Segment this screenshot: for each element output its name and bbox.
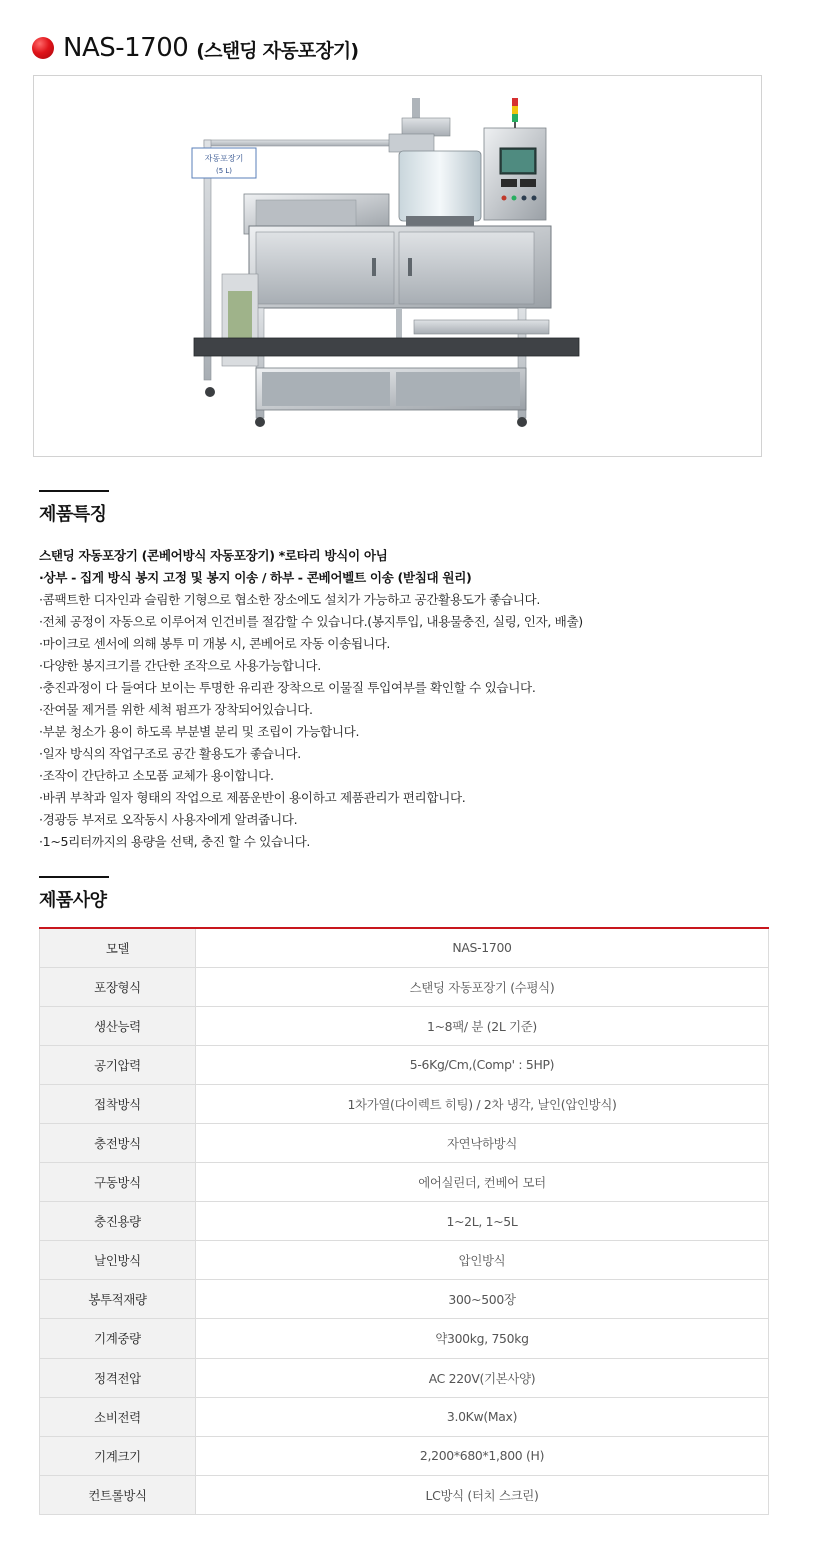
table-row <box>40 1006 769 1045</box>
spec-label: 구동방식 <box>40 1163 196 1202</box>
spec-label: 접착방식 <box>40 1084 196 1123</box>
machine-label-line2: (5 L) <box>215 167 233 175</box>
spec-label: 모델 <box>40 928 196 967</box>
spec-label: 봉투적재량 <box>40 1280 196 1319</box>
spec-value: 5-6Kg/Cm,(Comp' : 5HP) <box>196 1045 769 1084</box>
spec-value: 스탠딩 자동포장기 (수평식) <box>196 967 769 1006</box>
table-row <box>40 1319 769 1358</box>
machine-label-line1: 자동포장기 <box>204 154 244 163</box>
product-title <box>32 30 358 66</box>
section-divider <box>39 490 109 492</box>
spec-label: 기계크기 <box>40 1436 196 1475</box>
spec-label: 충전방식 <box>40 1123 196 1162</box>
specs-section-header <box>39 876 109 912</box>
feature-line: ·바퀴 부착과 일자 형태의 작업으로 제품운반이 용이하고 제품관리가 편리합니다. <box>39 790 466 805</box>
feature-line: ·상부 - 집게 방식 봉지 고정 및 봉지 이송 / 하부 - 콘베어벨트 이송 (받침대 원리) <box>39 570 472 585</box>
feature-line: ·다양한 봉지크기를 간단한 조작으로 사용가능합니다. <box>39 658 321 673</box>
product-model: NAS-1700 <box>63 33 189 63</box>
spec-value: 3.0Kw(Max) <box>196 1397 769 1436</box>
spec-label: 날인방식 <box>40 1241 196 1280</box>
spec-value: 자연낙하방식 <box>196 1123 769 1162</box>
feature-line: ·1~5리터까지의 용량을 선택, 충진 할 수 있습니다. <box>39 834 311 849</box>
spec-label: 소비전력 <box>40 1397 196 1436</box>
spec-value: 1~2L, 1~5L <box>196 1202 769 1241</box>
spec-value: LC방식 (터치 스크린) <box>196 1475 769 1514</box>
table-row <box>40 1436 769 1475</box>
feature-line: ·잔여물 제거를 위한 세척 펌프가 장착되어있습니다. <box>39 702 313 717</box>
features-list <box>39 545 779 853</box>
table-row <box>40 1241 769 1280</box>
feature-line: ·마이크로 센서에 의해 봉투 미 개봉 시, 콘베어로 자동 이송됩니다. <box>39 636 391 651</box>
feature-line: ·부분 청소가 용이 하도록 부분별 분리 및 조립이 가능합니다. <box>39 724 360 739</box>
table-row <box>40 1163 769 1202</box>
table-row <box>40 1202 769 1241</box>
feature-line: ·경광등 부저로 오작동시 사용자에게 알려줍니다. <box>39 812 298 827</box>
section-divider <box>39 876 109 878</box>
table-row <box>40 1123 769 1162</box>
table-row <box>40 1280 769 1319</box>
feature-line: 스탠딩 자동포장기 (콘베어방식 자동포장기) *로타리 방식이 아님 <box>39 548 388 563</box>
spec-label: 컨트롤방식 <box>40 1475 196 1514</box>
product-photo <box>33 75 762 457</box>
features-title: 제품특징 <box>39 504 107 525</box>
spec-value: 2,200*680*1,800 (H) <box>196 1436 769 1475</box>
table-row <box>40 1358 769 1397</box>
table-row <box>40 1397 769 1436</box>
table-row <box>40 967 769 1006</box>
features-section-header <box>39 490 109 526</box>
spec-value: 약300kg, 750kg <box>196 1319 769 1358</box>
feature-line: ·충진과정이 다 들여다 보이는 투명한 유리관 장착으로 이물질 투입여부를 확인할 수 있습니다. <box>39 680 536 695</box>
table-row <box>40 1045 769 1084</box>
spec-label: 공기압력 <box>40 1045 196 1084</box>
product-subtitle: (스탠딩 자동포장기) <box>196 40 359 62</box>
spec-value: 1차가열(다이렉트 히팅) / 2차 냉각, 날인(압인방식) <box>196 1084 769 1123</box>
spec-value: 에어실린더, 컨베어 모터 <box>196 1163 769 1202</box>
spec-value: 1~8팩/ 분 (2L 기준) <box>196 1006 769 1045</box>
specs-title: 제품사양 <box>39 890 107 911</box>
feature-line: ·콤팩트한 디자인과 슬림한 기형으로 협소한 장소에도 설치가 가능하고 공간활용도가 좋습니다. <box>39 592 540 607</box>
bullet-dot-icon <box>32 37 54 59</box>
feature-line: ·일자 방식의 작업구조로 공간 활용도가 좋습니다. <box>39 746 301 761</box>
spec-value: AC 220V(기본사양) <box>196 1358 769 1397</box>
spec-value: 300~500장 <box>196 1280 769 1319</box>
spec-label: 기계중량 <box>40 1319 196 1358</box>
spec-table <box>39 927 769 1515</box>
packing-machine-illustration <box>34 76 762 457</box>
feature-line: ·조작이 간단하고 소모품 교체가 용이합니다. <box>39 768 274 783</box>
spec-label: 포장형식 <box>40 967 196 1006</box>
spec-value: 압인방식 <box>196 1241 769 1280</box>
feature-line: ·전체 공정이 자동으로 이루어져 인건비를 절감할 수 있습니다.(봉지투입, 내용물충진, 실링, 인자, 배출) <box>39 614 583 629</box>
spec-label: 정격전압 <box>40 1358 196 1397</box>
spec-label: 충진용량 <box>40 1202 196 1241</box>
spec-label: 생산능력 <box>40 1006 196 1045</box>
table-row <box>40 1475 769 1514</box>
table-row <box>40 1084 769 1123</box>
table-row <box>40 928 769 967</box>
spec-value: NAS-1700 <box>196 928 769 967</box>
